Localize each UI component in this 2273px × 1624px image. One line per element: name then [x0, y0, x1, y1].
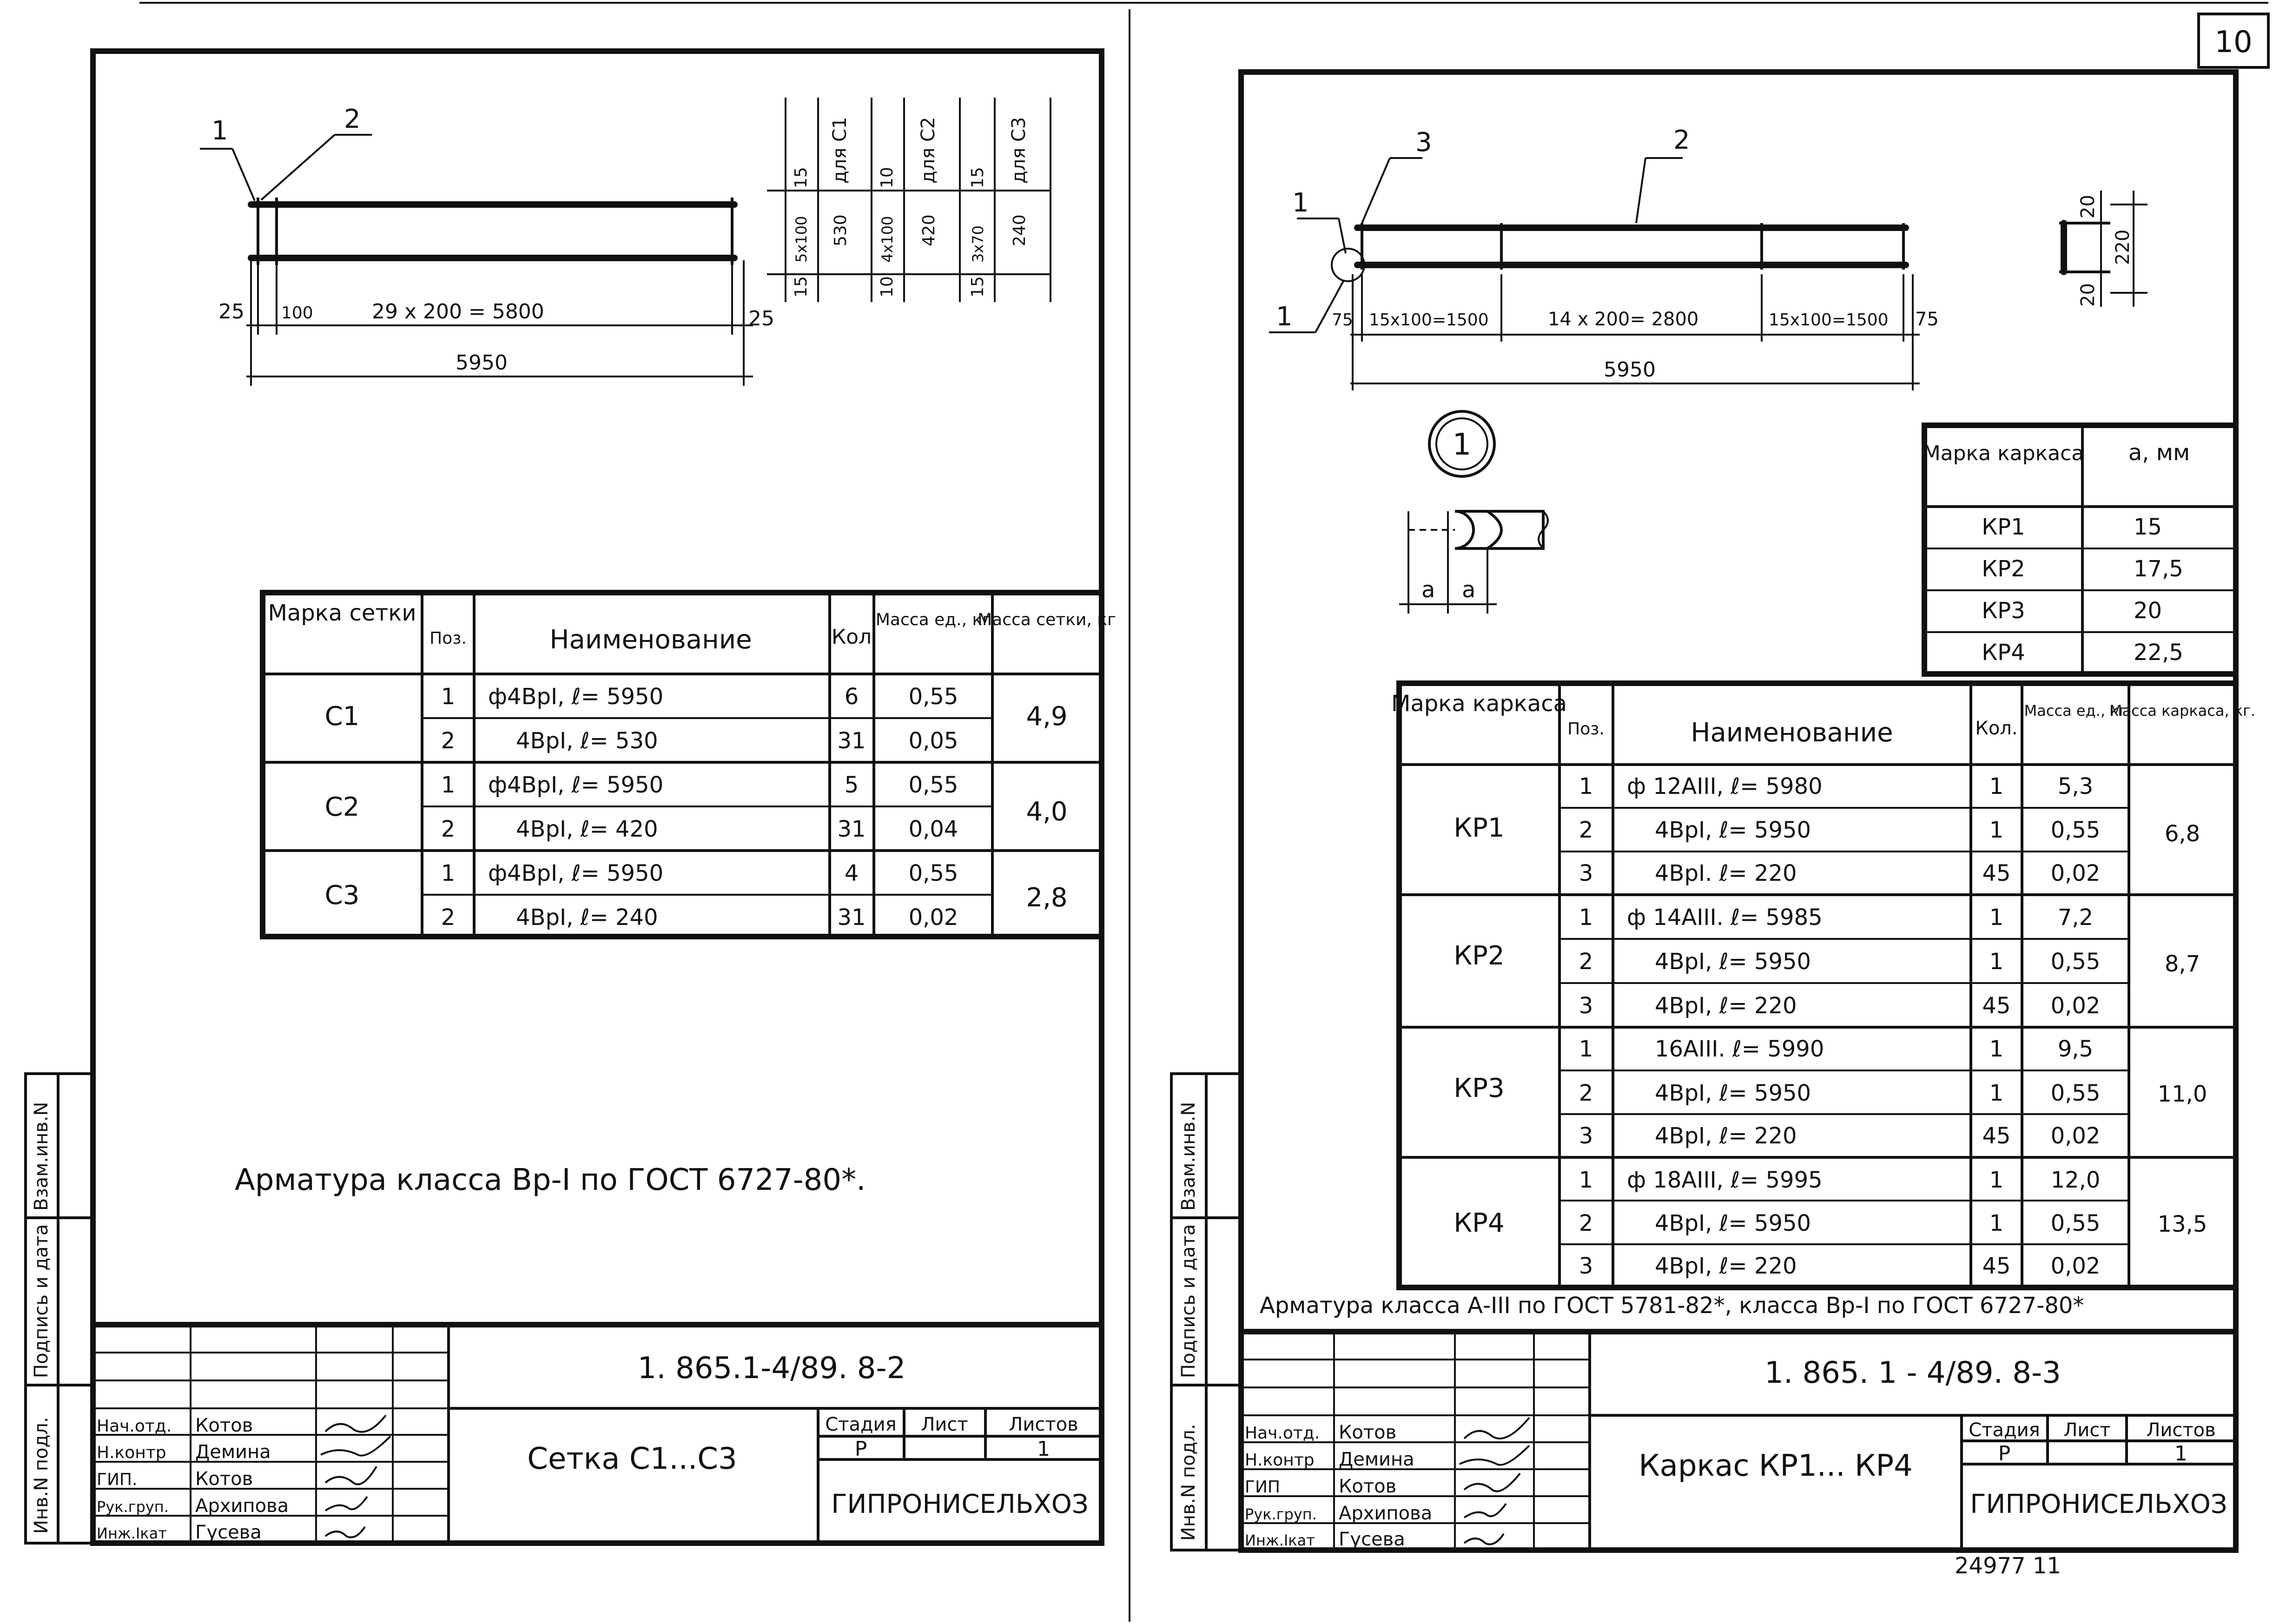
sheet-left — [26, 51, 1116, 1543]
kr1-r3-name: 4ВрI. ℓ= 220 — [1655, 860, 1797, 886]
kr3-r2-pos: 2 — [1579, 1080, 1593, 1106]
a-table-kr4-a: 22,5 — [2134, 640, 2183, 666]
mesh-mark-c1: С1 — [324, 701, 360, 732]
left-doc-title: Сетка С1...С3 — [527, 1442, 737, 1476]
detail-a2: a — [1462, 577, 1476, 603]
frame-dim-left: 75 — [1332, 310, 1353, 330]
kr1-r1-mass: 5,3 — [2057, 773, 2094, 799]
left-stamp-signature-date: Подпись и дата — [31, 1224, 52, 1378]
mesh-mark-c3: С3 — [324, 880, 360, 911]
mesh-c3-r1-name: ф4ВрI, ℓ= 5950 — [488, 860, 664, 886]
mesh-c1-r2-qty: 31 — [837, 728, 866, 754]
mesh-th-pos: Поз. — [429, 629, 467, 648]
section-bottom: 20 — [2077, 283, 2099, 307]
left-role-3: ГИП. — [97, 1470, 138, 1489]
frame-total-kr2: 8,7 — [2164, 951, 2200, 977]
a-table-kr1-a: 15 — [2134, 514, 2162, 540]
c1-mid: 5x100 — [793, 216, 810, 263]
right-doc-title: Каркас КР1... КР4 — [1639, 1449, 1913, 1483]
kr3-r1-name: 16АIII. ℓ= 5990 — [1655, 1036, 1824, 1062]
kr3-r2-qty: 1 — [1989, 1080, 2004, 1106]
left-name-1: Котов — [195, 1415, 253, 1436]
kr4-r2-qty: 1 — [1989, 1210, 2004, 1236]
kr1-r3-pos: 3 — [1579, 860, 1593, 886]
kr2-r3-mass: 0,02 — [2050, 993, 2101, 1019]
mesh-note: Арматура класса Вр-I по ГОСТ 6727-80*. — [235, 1163, 866, 1197]
frame-mark-kr4: КР4 — [1454, 1208, 1505, 1238]
mesh-c3-r1-pos: 1 — [441, 860, 456, 886]
right-role-4: Рук.груп. — [1245, 1505, 1317, 1523]
kr3-r1-pos: 1 — [1579, 1036, 1593, 1062]
right-signatures — [1460, 1418, 1529, 1545]
right-sheet-label: Лист — [2063, 1419, 2111, 1441]
right-stage: Р — [1998, 1442, 2011, 1466]
frame-mark-kr3: КР3 — [1454, 1073, 1505, 1103]
mesh-c2-r1-mass: 0,55 — [908, 772, 958, 798]
kr4-r1-name: ф 18АIII, ℓ= 5995 — [1627, 1167, 1823, 1193]
frame-pos1-label: 1 — [1292, 188, 1309, 218]
mesh-plan-drawing — [200, 98, 1051, 386]
c3-label: для С3 — [1008, 117, 1030, 184]
frame-mark-kr2: КР2 — [1454, 941, 1505, 971]
a-table-kr3: КР3 — [1982, 598, 2025, 624]
kr3-r2-mass: 0,55 — [2050, 1080, 2101, 1106]
a-table-kr4: КР4 — [1982, 640, 2025, 666]
kr3-r3-pos: 3 — [1579, 1123, 1593, 1149]
left-stage-label: Стадия — [825, 1414, 897, 1435]
right-role-3: ГИП — [1245, 1478, 1280, 1497]
right-stamp-inv-podl: Инв.N подл. — [1178, 1424, 1199, 1541]
left-signatures — [321, 1415, 390, 1538]
detail-1-drawing — [1399, 411, 1548, 614]
left-title-block — [93, 1325, 1102, 1543]
c3-mid: 3x70 — [969, 225, 987, 263]
mesh-th-mass-total: Масса сетки, кг — [978, 610, 1116, 629]
kr4-r3-name: 4ВрI, ℓ= 220 — [1655, 1253, 1797, 1279]
frame-dim-b: 14 x 200= 2800 — [1548, 309, 1699, 330]
mesh-dim-span: 29 x 200 = 5800 — [372, 300, 544, 323]
frame-pos1b-label: 1 — [1276, 302, 1293, 332]
kr1-r1-name: ф 12АIII, ℓ= 5980 — [1627, 773, 1823, 799]
mesh-c2-r2-name: 4ВрI, ℓ= 420 — [516, 816, 658, 842]
right-role-5: Инж.Iкат — [1245, 1532, 1315, 1549]
left-name-4: Архипова — [195, 1495, 289, 1517]
section-total: 220 — [2112, 229, 2134, 265]
kr2-r2-pos: 2 — [1579, 949, 1593, 975]
mesh-vertical-dims — [767, 98, 1051, 302]
mesh-th-name: Наименование — [549, 625, 752, 655]
frame-th-mass-unit: Масса ед., кг — [2024, 702, 2127, 720]
detail-number: 1 — [1452, 428, 1472, 462]
section-top: 20 — [2077, 195, 2099, 218]
kr2-r1-name: ф 14АIII. ℓ= 5985 — [1627, 904, 1823, 931]
mesh-th-qty: Кол — [831, 625, 872, 649]
kr4-r1-mass: 12,0 — [2050, 1167, 2101, 1193]
right-title-block — [1241, 1332, 2236, 1550]
left-name-5: Гусева — [195, 1522, 262, 1543]
left-sheets: 1 — [1037, 1437, 1050, 1461]
mesh-c1-r1-pos: 1 — [441, 684, 456, 710]
mesh-pos2-label: 2 — [344, 104, 361, 134]
sheet-right — [1171, 72, 2255, 1579]
mesh-c2-r2-pos: 2 — [441, 816, 456, 842]
kr2-r2-name: 4ВрI, ℓ= 5950 — [1655, 949, 1811, 975]
kr2-r3-qty: 45 — [1982, 993, 2011, 1019]
mesh-c2-r1-name: ф4ВрI, ℓ= 5950 — [488, 772, 664, 798]
kr4-r2-name: 4ВрI, ℓ= 5950 — [1655, 1210, 1811, 1236]
frame-pos2-label: 2 — [1673, 125, 1690, 155]
a-table-kr3-a: 20 — [2134, 598, 2162, 624]
kr2-r1-mass: 7,2 — [2057, 904, 2094, 931]
kr3-r1-qty: 1 — [1989, 1036, 2004, 1062]
detail-a1: a — [1421, 577, 1435, 603]
mesh-c1-r1-qty: 6 — [844, 684, 859, 710]
left-doc-code: 1. 865.1-4/89. 8-2 — [637, 1351, 906, 1386]
frame-note: Арматура класса А-III по ГОСТ 5781-82*, класса Вр-I по ГОСТ 6727-80* — [1260, 1293, 2084, 1319]
mesh-total-c1: 4,9 — [1026, 701, 1068, 732]
frame-th-name: Наименование — [1691, 718, 1893, 748]
mesh-c1-r2-mass: 0,05 — [908, 728, 958, 754]
mesh-pos1-label: 1 — [211, 116, 228, 146]
right-stamp-vzam-inv: Взам.инв.N — [1178, 1102, 1199, 1211]
mesh-th-mass-unit: Масса ед., кг — [875, 610, 991, 629]
frame-th-qty: Кол. — [1975, 718, 2018, 739]
page-number: 10 — [2214, 25, 2253, 59]
c1-total: 530 — [831, 214, 850, 246]
frame-spec-table — [1391, 683, 2255, 1287]
mesh-c3-r2-pos: 2 — [441, 904, 456, 931]
a-table-kr1: КР1 — [1982, 514, 2025, 540]
frame-total-kr3: 11,0 — [2157, 1081, 2207, 1107]
right-side-stamp — [1171, 1074, 1241, 1550]
left-side-stamp — [26, 1074, 93, 1543]
mesh-dim-right: 25 — [748, 307, 774, 330]
kr3-r3-qty: 45 — [1982, 1123, 2011, 1149]
mesh-total-c2: 4,0 — [1026, 797, 1068, 827]
c2-mid: 4x100 — [879, 216, 896, 263]
kr1-r1-qty: 1 — [1989, 773, 2004, 799]
frame-th-mark: Марка каркаса — [1391, 691, 1567, 717]
mesh-dim-total: 5950 — [456, 351, 508, 375]
frame-th-pos: Поз. — [1567, 720, 1605, 739]
left-stage: Р — [854, 1437, 867, 1461]
right-name-2: Демина — [1339, 1449, 1414, 1470]
left-name-3: Котов — [195, 1468, 253, 1490]
mesh-c1-r1-name: ф4ВрI, ℓ= 5950 — [488, 684, 664, 710]
kr4-r2-pos: 2 — [1579, 1210, 1593, 1236]
kr1-r1-pos: 1 — [1579, 773, 1593, 799]
c2-label: для С2 — [918, 117, 939, 184]
left-stamp-inv-podl: Инв.N подл. — [31, 1417, 52, 1534]
a-table-kr2-a: 17,5 — [2134, 556, 2183, 582]
mesh-c3-r1-qty: 4 — [844, 860, 859, 886]
right-org: ГИПРОНИСЕЛЬХОЗ — [1970, 1489, 2227, 1519]
kr3-r2-name: 4ВрI, ℓ= 5950 — [1655, 1080, 1811, 1106]
frame-dim-right: 75 — [1915, 309, 1939, 330]
left-name-2: Демина — [195, 1441, 271, 1463]
left-role-4: Рук.груп. — [97, 1498, 169, 1516]
kr4-r3-mass: 0,02 — [2050, 1253, 2101, 1279]
c2-total: 420 — [919, 214, 938, 246]
c3-total: 240 — [1010, 214, 1029, 246]
right-stage-label: Стадия — [1969, 1419, 2040, 1441]
c3-bottom: 15 — [968, 276, 987, 297]
left-sheet-label: Лист — [921, 1414, 968, 1435]
frame-mark-kr1: КР1 — [1454, 813, 1505, 843]
kr1-r2-qty: 1 — [1989, 817, 2004, 843]
right-name-1: Котов — [1339, 1422, 1397, 1443]
c1-bottom: 15 — [792, 276, 811, 297]
right-doc-code: 1. 865. 1 - 4/89. 8-3 — [1764, 1356, 2061, 1390]
kr4-r1-qty: 1 — [1989, 1167, 2004, 1193]
left-role-2: Н.контр — [97, 1443, 166, 1462]
frame-plan-drawing — [1269, 125, 1939, 390]
kr1-r2-mass: 0,55 — [2050, 817, 2101, 843]
right-stamp-signature-date: Подпись и дата — [1178, 1224, 1199, 1378]
c3-top: 15 — [968, 167, 987, 188]
mesh-c2-r1-qty: 5 — [844, 772, 859, 798]
left-stamp-vzam-inv: Взам.инв.N — [31, 1102, 52, 1211]
mesh-th-mark: Марка сетки — [268, 600, 416, 626]
c1-label: для С1 — [829, 117, 851, 184]
mesh-c2-r2-mass: 0,04 — [908, 816, 958, 842]
kr2-r2-qty: 1 — [1989, 949, 2004, 975]
right-name-5: Гусева — [1339, 1529, 1405, 1550]
left-role-1: Нач.отд. — [97, 1417, 172, 1436]
kr3-r3-name: 4ВрI, ℓ= 220 — [1655, 1123, 1797, 1149]
kr1-r2-name: 4ВрI, ℓ= 5950 — [1655, 817, 1811, 843]
kr4-r2-mass: 0,55 — [2050, 1210, 2101, 1236]
right-sheets-label: Листов — [2146, 1419, 2216, 1441]
right-role-1: Нач.отд. — [1245, 1424, 1320, 1443]
mesh-c3-r1-mass: 0,55 — [908, 860, 958, 886]
mesh-c2-r2-qty: 31 — [837, 816, 866, 842]
kr2-r3-pos: 3 — [1579, 993, 1593, 1019]
mesh-c3-r2-mass: 0,02 — [908, 904, 958, 931]
mesh-c3-r2-name: 4ВрI, ℓ= 240 — [516, 904, 658, 931]
c1-top: 15 — [792, 167, 811, 188]
kr4-r1-pos: 1 — [1579, 1167, 1593, 1193]
mesh-c1-r1-mass: 0,55 — [908, 684, 958, 710]
kr1-r3-mass: 0,02 — [2050, 860, 2101, 886]
mesh-c1-r2-pos: 2 — [441, 728, 456, 754]
mesh-c3-r2-qty: 31 — [837, 904, 866, 931]
mesh-dim-left: 25 — [218, 300, 244, 323]
kr4-r3-pos: 3 — [1579, 1253, 1593, 1279]
left-role-5: Инж.Iкат — [97, 1525, 167, 1542]
frame-dim-total: 5950 — [1604, 358, 1656, 382]
kr2-r3-name: 4ВрI, ℓ= 220 — [1655, 993, 1797, 1019]
mesh-c2-r1-pos: 1 — [441, 772, 456, 798]
right-name-4: Архипова — [1339, 1503, 1433, 1524]
left-sheets-label: Листов — [1009, 1414, 1078, 1435]
mesh-total-c3: 2,8 — [1026, 883, 1068, 913]
c2-bottom: 10 — [878, 276, 897, 297]
kr2-r1-qty: 1 — [1989, 904, 2004, 931]
a-table-th-a: a, мм — [2128, 440, 2190, 466]
frame-total-kr1: 6,8 — [2164, 821, 2200, 847]
kr1-r3-qty: 45 — [1982, 860, 2011, 886]
left-org: ГИПРОНИСЕЛЬХОЗ — [831, 1489, 1089, 1519]
right-sheets: 1 — [2174, 1442, 2187, 1466]
kr3-r3-mass: 0,02 — [2050, 1123, 2101, 1149]
a-table-th-mark: Марка каркаса — [1923, 442, 2084, 465]
mesh-mark-c2: С2 — [324, 792, 360, 822]
right-role-2: Н.контр — [1245, 1451, 1315, 1470]
frame-th-mass-total: Масса каркаса, кг. — [2109, 702, 2256, 720]
mesh-c1-r2-name: 4ВрI, ℓ= 530 — [516, 728, 658, 754]
frame-dim-a: 15x100=1500 — [1369, 310, 1489, 330]
mesh-dim-first: 100 — [281, 304, 313, 323]
kr4-r3-qty: 45 — [1982, 1253, 2011, 1279]
mesh-spec-table — [263, 593, 1116, 937]
right-name-3: Котов — [1339, 1476, 1397, 1497]
page-number-box — [2199, 14, 2268, 67]
kr1-r2-pos: 2 — [1579, 817, 1593, 843]
a-table-kr2: КР2 — [1982, 556, 2025, 582]
a-value-table — [1923, 425, 2236, 674]
frame-cross-section — [2059, 191, 2147, 307]
kr3-r1-mass: 9,5 — [2057, 1036, 2094, 1062]
frame-dim-c: 15x100=1500 — [1769, 310, 1889, 330]
kr2-r2-mass: 0,55 — [2050, 949, 2101, 975]
frame-total-kr4: 13,5 — [2157, 1211, 2207, 1237]
c2-top: 10 — [878, 167, 897, 188]
frame-pos3-label: 3 — [1415, 127, 1432, 158]
archive-number: 24977 11 — [1955, 1553, 2062, 1579]
kr2-r1-pos: 1 — [1579, 904, 1593, 931]
